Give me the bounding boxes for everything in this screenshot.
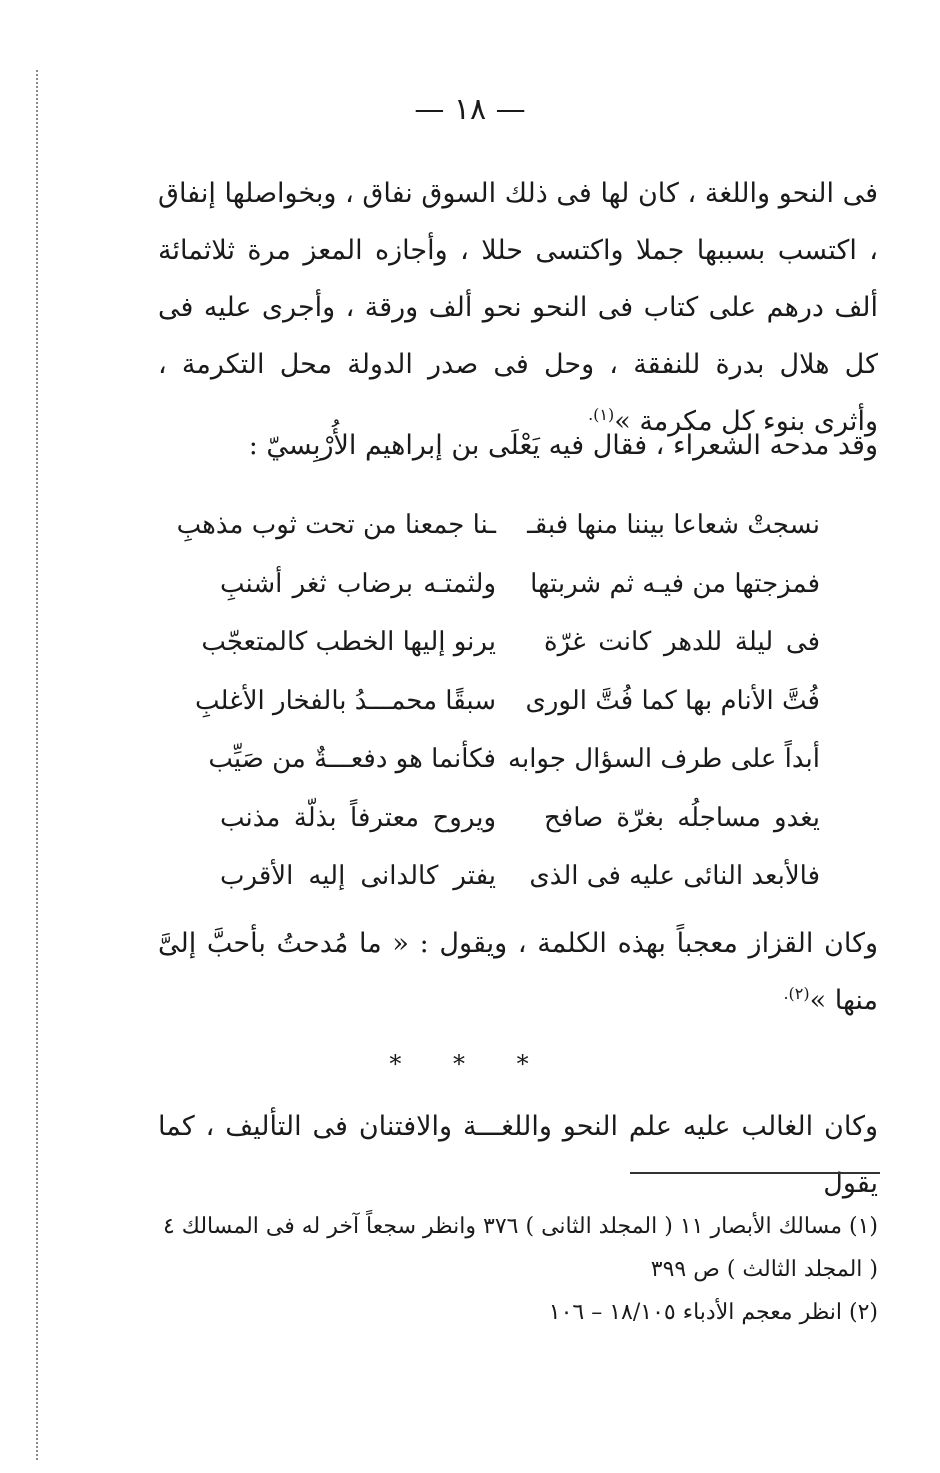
verse-second-hemistich: ويروح معترفاً بذلّة مذنب [220, 802, 496, 833]
poem [176, 496, 820, 906]
verse-second-hemistich: ولثمتـه برضاب ثغر أشنبِ [220, 568, 496, 599]
footnote-rule [630, 1172, 880, 1174]
verse-second-hemistich: سبقًا محمـــدُ بالفخار الأغلبِ [194, 685, 496, 716]
poem-verse [176, 496, 820, 555]
verse-first-hemistich: فى ليلة للدهر كانت غرّة [544, 627, 820, 657]
paragraph-1-text: فى النحو واللغة ، كان لها فى ذلك السوق نفاق ، وبخواصلها إنفاق ، اكتسب بسببها جملا واكتسى حللا ، وأجازه المعز مرة ثلاثمائة ألف درهم على كتاب فى النحو نحو ألف ورقة ، وأجرى عليه فى كل هلال بدرة للنفقة ، وحل فى صدر الدولة محل التكرمة ، وأثرى بنوء كل مكرمة » [158, 178, 878, 437]
poem-verse [220, 847, 820, 906]
footnote-ref-2: (٢). [783, 984, 810, 1003]
verse-first-hemistich: أبداً على طرف السؤال جوابه [508, 744, 820, 774]
footnote-ref-1: (١). [588, 405, 615, 424]
poem-verse [220, 789, 820, 848]
page-number: — ١٨ — [414, 92, 526, 127]
footnotes [158, 1205, 878, 1334]
paragraph-3-text: وكان القزاز معجباً بهذه الكلمة ، ويقول : « ما مُدحتُ بأحبَّ إلىَّ منها » [158, 928, 878, 1016]
paragraph-3 [158, 915, 878, 1029]
verse-second-hemistich: ـنا جمعنا من تحت ثوب مذهبِ [176, 510, 496, 540]
verse-first-hemistich: فالأبعد النائى عليه فى الذى [529, 861, 820, 891]
poem-verse [208, 730, 820, 789]
poem-verse [194, 672, 820, 731]
verse-first-hemistich: فمزجتها من فيـه ثم شربتها [530, 568, 820, 599]
verse-first-hemistich: يغدو مساجلُه بغرّة صافح [544, 802, 820, 833]
verse-second-hemistich: يرنو إليها الخطب كالمتعجّب [201, 627, 496, 657]
footnote-1: (١) مسالك الأبصار ١١ ( المجلد الثانى ) ٣٧٦ وانظر سجعاً آخر له فى المسالك ٤ ( المجلد الثالث ) ص ٣٩٩ [162, 1214, 878, 1282]
poem-verse [220, 555, 820, 614]
verse-second-hemistich: فكأنما هو دفعـــةٌ من صَيِّب [208, 744, 496, 774]
verse-first-hemistich: فُتَّ الأنام بها كما فُتَّ الورى [525, 685, 820, 716]
footnote-2: (٢) انظر معجم الأدباء ١٨/١٠٥ – ١٠٦ [548, 1300, 878, 1325]
verse-second-hemistich: يفتر كالدانى إليه الأقرب [220, 861, 496, 891]
verse-first-hemistich: نسجتْ شعاعا بيننا منها فبقـ [527, 510, 820, 540]
poem-verse [201, 613, 820, 672]
binding-edge [36, 70, 44, 1460]
paragraph-1 [158, 165, 878, 450]
paragraph-4: وكان الغالب عليه علم النحو واللغـــة والافتنان فى التأليف ، كما يقول [158, 1111, 878, 1199]
paragraph-2: وقد مدحه الشعراء ، فقال فيه يَعْلَى بن إبراهيم الأُرْبِسيّ : [248, 430, 878, 461]
section-separator: * * * [389, 1050, 551, 1078]
